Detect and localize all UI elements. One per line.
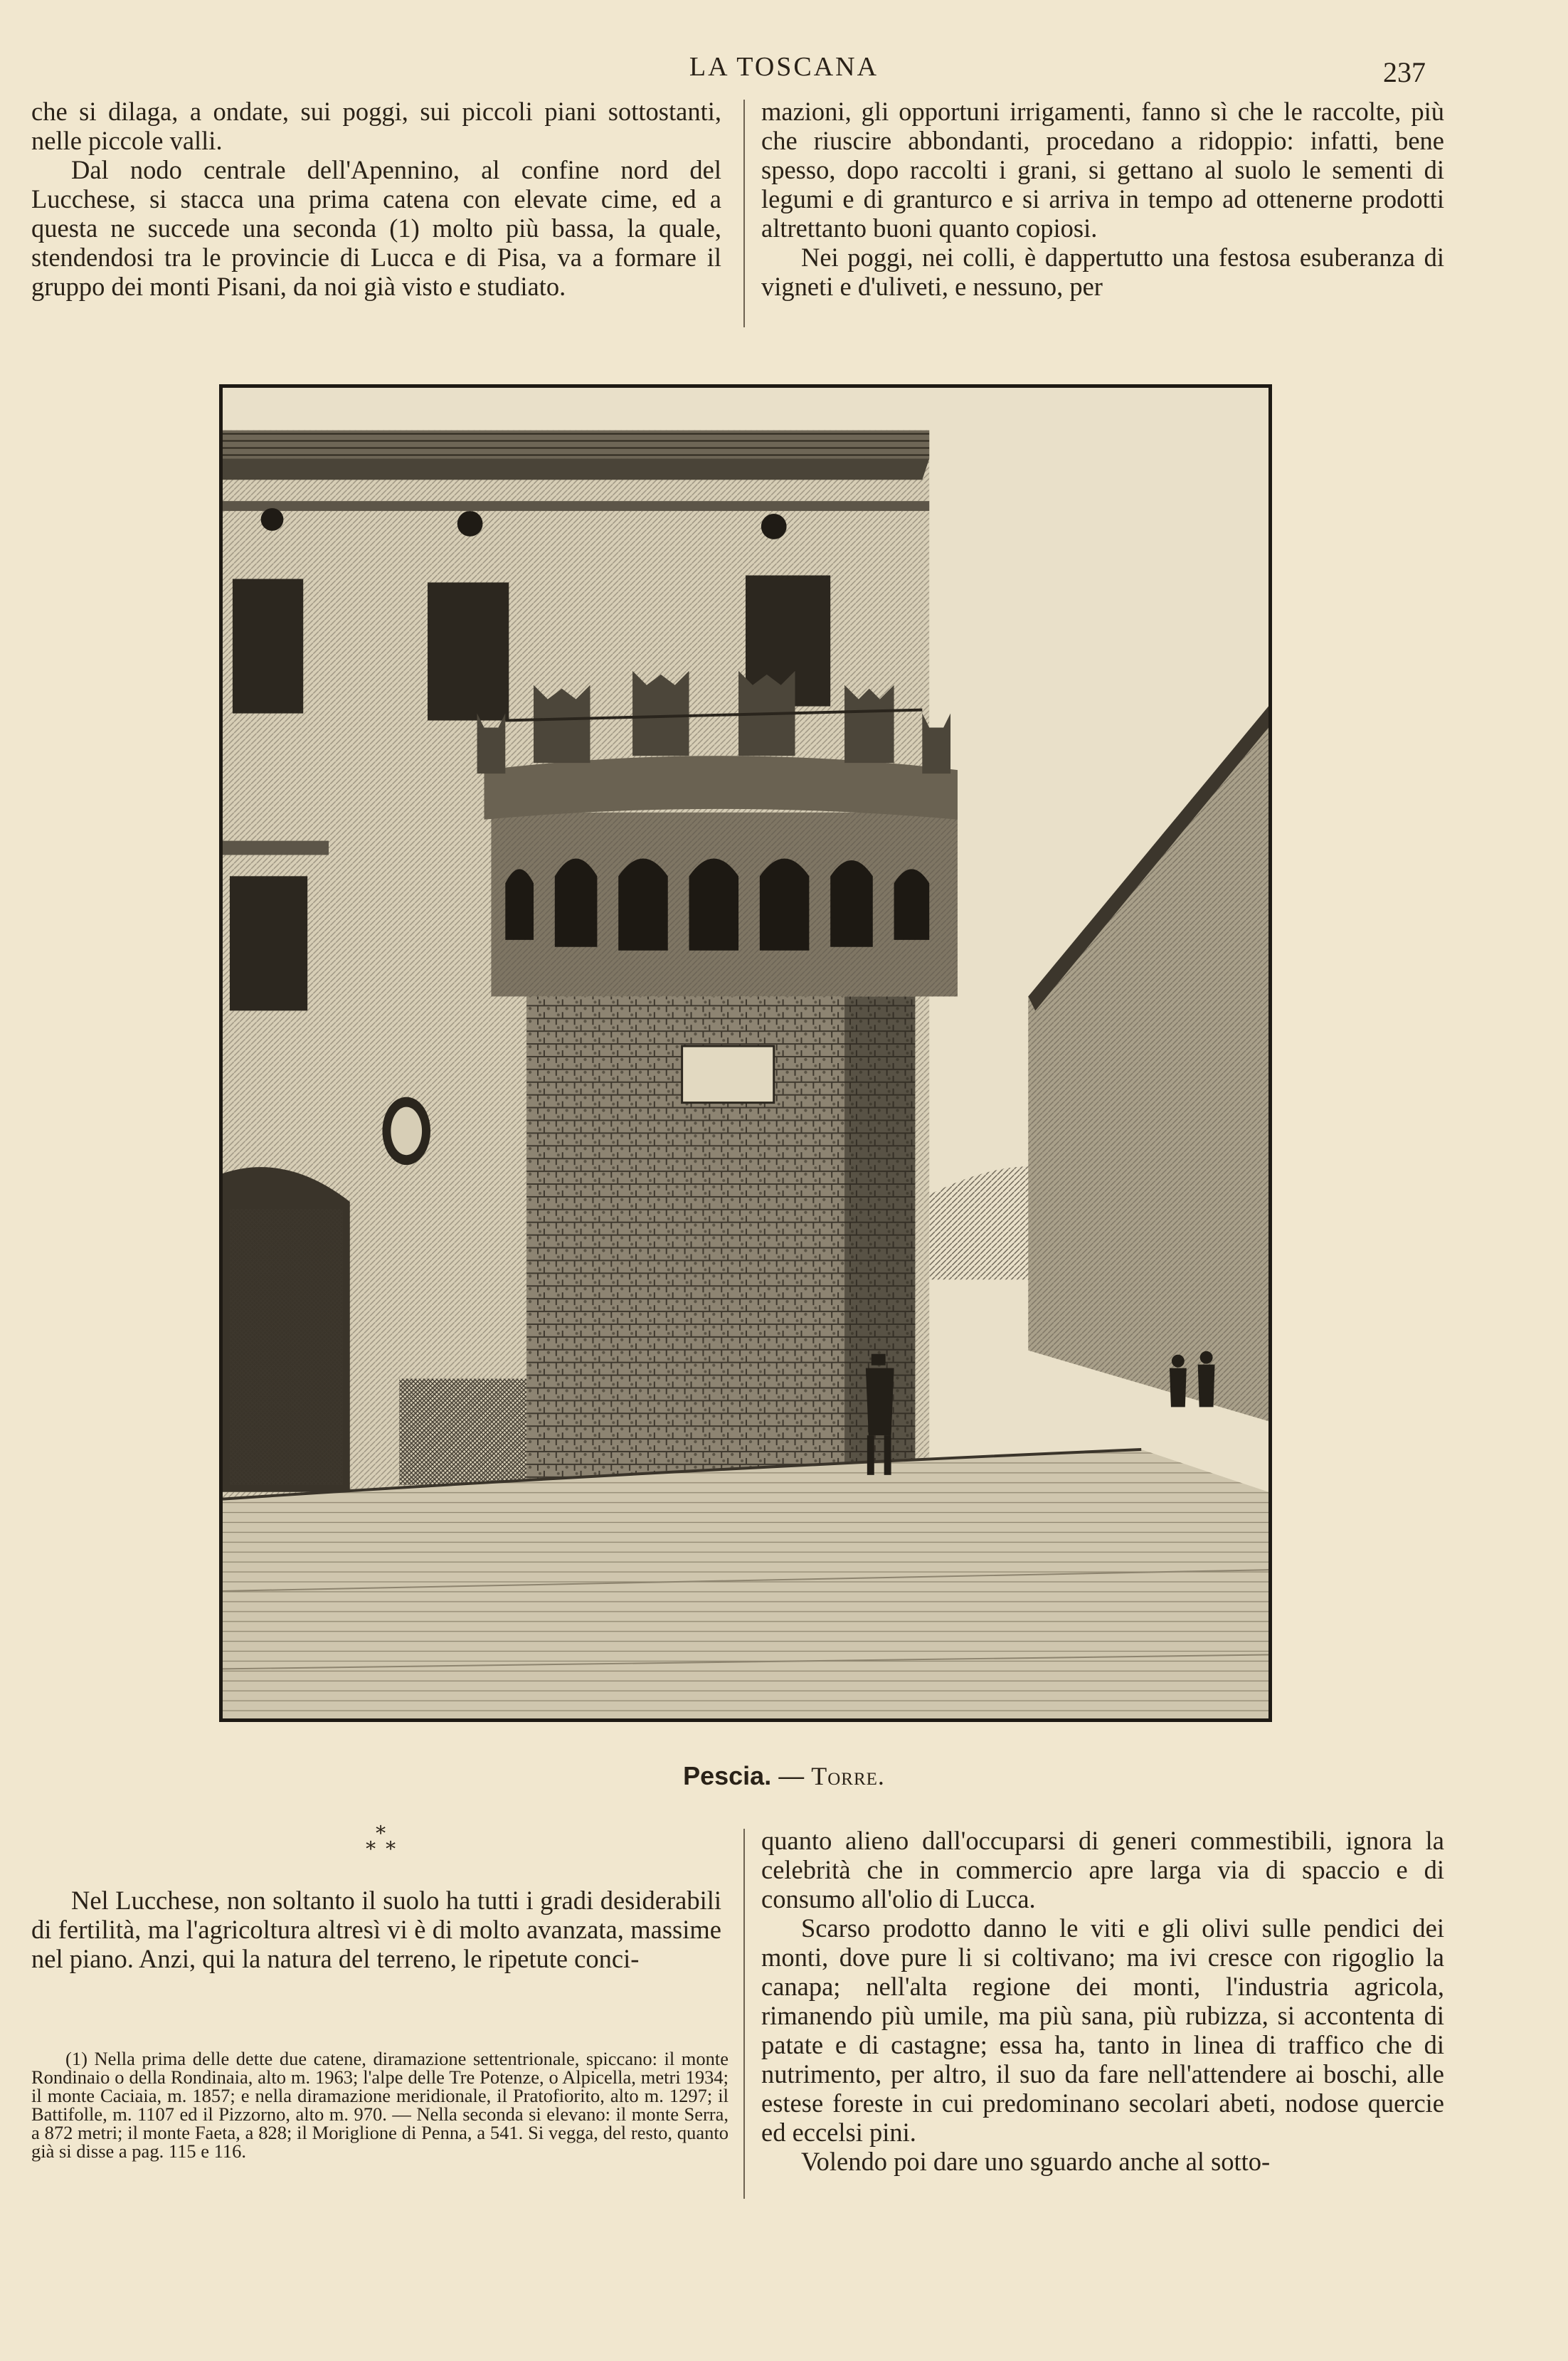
caption-dash: — [778, 1761, 805, 1790]
bottom-right-column [761, 1826, 1444, 2176]
figure-caption [0, 1761, 1568, 1791]
running-title: LA TOSCANA [689, 52, 879, 82]
caption-place: Pescia. [683, 1761, 772, 1790]
top-left-column [31, 97, 721, 301]
paragraph: Nel Lucchese, non soltanto il suolo ha tutti i gradi desiderabili di fertilità, ma l'agricoltura altresì vi è di molto avanzata, massime nel piano. Anzi, qui la natura del terreno, le ripetute conci- [31, 1886, 721, 1973]
paragraph: Volendo poi dare uno sguardo anche al sotto- [801, 2147, 1271, 2176]
footnote [31, 2049, 729, 2160]
page-number: 237 [1383, 56, 1426, 88]
footnote-text: (1) Nella prima delle dette due catene, diramazione settentrionale, spiccano: il monte Rondinaio o della Rondinaia, alto m. 1963; l'alpe delle Tre Potenze, o Alpicella, metri 1934; il monte Caciaia, m. 1857; e nella diramazione meridionale, il Pratofiorito, alto m. 1297; il Battifolle, m. 1107 ed il Pizzorno, alto m. 970. — Nella seconda si elevano: il monte Serra, a 872 metri; il monte Faeta, a 828; il Moriglione di Penna, a 541. Si vegga, del resto, quanto già si disse a pag. 115 e 116. [31, 2048, 729, 2162]
running-head [0, 51, 1568, 94]
caption-subject: Torre. [811, 1762, 885, 1790]
tower-illustration [223, 388, 1268, 1718]
column-rule [743, 1829, 745, 2199]
bottom-left-column [31, 1886, 721, 1973]
asterism: ∗ ∗ ∗ [364, 1817, 398, 1856]
paragraph: quanto alieno dall'occuparsi di generi commestibili, ignora la celebrità che in commercio apre larga via di spaccio e di consumo all'olio di Lucca. [761, 1826, 1444, 1913]
column-rule [743, 100, 745, 327]
paragraph: che si dilaga, a ondate, sui poggi, sui piccoli piani sottostanti, nelle piccole valli. [31, 97, 721, 155]
engraving-pescia-tower [219, 384, 1272, 1722]
paragraph: Scarso prodotto danno le viti e gli olivi sulle pendici dei monti, dove pure li si coltivano; ma ivi cresce con rigoglio la canapa; nell'alta regione dei monti, l'industria agricola, rimanendo più umile, ma più sana, più rubizza, si accontenta di patate e di castagne; essa ha, tanto in linea di traffico che di nutrimento, per altro, il suo da fare nell'attendere ai boschi, alle estese foreste in cui predominano secolari abeti, nodose quercie ed eccelsi pini. [761, 1913, 1444, 2147]
paragraph: mazioni, gli opportuni irrigamenti, fanno sì che le raccolte, più che riuscire abbondanti, procedano a ridoppio: infatti, bene spesso, dopo raccolti i grani, si gettano al suolo le sementi di legumi e di granturco e si arriva in tempo ad ottenerne prodotti altrettanto buoni quanto copiosi. [761, 97, 1444, 243]
paragraph: Nei poggi, nei colli, è dappertutto una festosa esuberanza di vigneti e d'uliveti, e nessuno, per [761, 243, 1444, 301]
top-right-column [761, 97, 1444, 301]
paragraph: Dal nodo centrale dell'Apennino, al confine nord del Lucchese, si stacca una prima catena con elevate cime, ed a questa ne succede una seconda (1) molto più bassa, la quale, stendendosi tra le provincie di Lucca e di Pisa, va a formare il gruppo dei monti Pisani, da noi già visto e studiato. [31, 155, 721, 301]
